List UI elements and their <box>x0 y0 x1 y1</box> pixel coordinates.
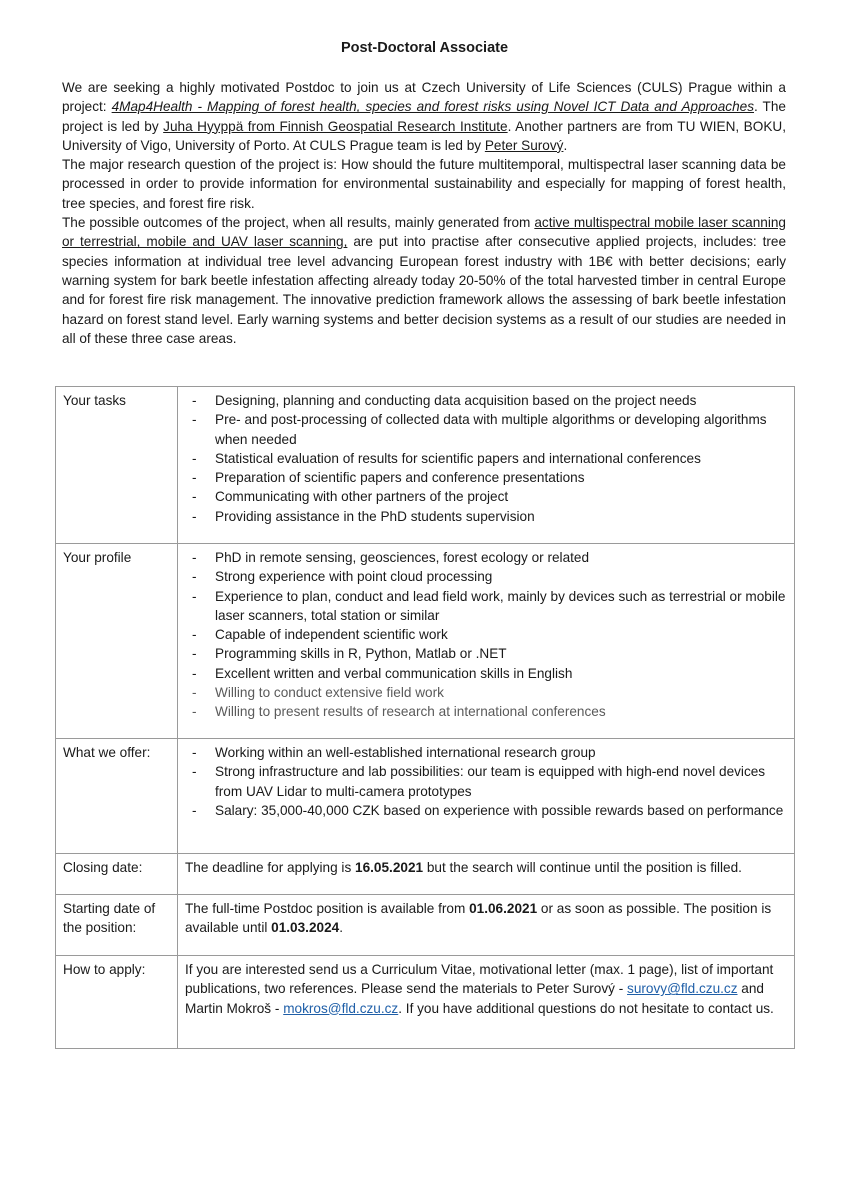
list-item: - Willing to conduct extensive field work <box>185 683 788 702</box>
list-item: - PhD in remote sensing, geosciences, forest ecology or related <box>185 548 788 567</box>
intro-text: . The project is led by <box>62 99 786 134</box>
intro-section <box>62 78 786 348</box>
apply-text: If you are interested send us a Curriculum Vitae, motivational letter (max. 1 page), list of important publications, two references. Please send the materials to Peter Surový - <box>185 962 774 997</box>
profile-list <box>185 548 788 722</box>
row-content <box>178 854 795 895</box>
start-date-value: 01.06.2021 <box>469 901 538 916</box>
list-item: - Experience to plan, conduct and lead field work, mainly by devices such as terrestrial or mobile laser scanners, total station or similar <box>185 587 788 626</box>
table-row-starting-date <box>56 895 795 956</box>
email-link-mokros[interactable]: mokros@fld.czu.cz <box>283 1000 399 1016</box>
closing-date-value: 16.05.2021 <box>355 860 424 875</box>
list-item: - Programming skills in R, Python, Matlab or .NET <box>185 644 788 663</box>
end-date-value: 01.03.2024 <box>271 920 340 936</box>
intro-paragraph-3 <box>62 213 786 348</box>
table-row-offer <box>56 739 795 854</box>
list-item: - Communicating with other partners of the project <box>185 487 788 506</box>
list-item: - Strong infrastructure and lab possibilities: our team is equipped with high-end novel devices from UAV Lidar to multi-camera prototypes <box>185 762 788 801</box>
table-row-profile <box>56 544 795 739</box>
row-content <box>178 387 795 544</box>
intro-paragraph-2: The major research question of the project is: How should the future multitemporal, multispectral laser scanning data be processed in order to provide information for environmental sustainability and especially for mapping of forest health, tree species, and forest fire risk. <box>62 157 786 211</box>
row-content <box>178 739 795 854</box>
apply-text: and Martin Mokroš - <box>185 981 764 1016</box>
project-title: 4Map4Health - Mapping of forest health, species and forest risks using Novel ICT Data and Approaches <box>111 99 754 115</box>
row-label: Your tasks <box>56 387 178 544</box>
row-label: Your profile <box>56 544 178 739</box>
project-lead: Juha Hyyppä from Finnish Geospatial Research Institute <box>163 118 508 134</box>
row-content <box>178 895 795 956</box>
row-content <box>178 544 795 739</box>
row-content <box>178 956 795 1049</box>
list-item: - Salary: 35,000-40,000 CZK based on experience with possible rewards based on performance <box>185 801 788 820</box>
offer-list <box>185 743 788 820</box>
start-text: . <box>339 920 343 936</box>
list-item: - Pre- and post-processing of collected data with multiple algorithms or developing algorithms when needed <box>185 410 788 449</box>
table-row-closing-date <box>56 854 795 895</box>
start-text: or as soon as possible. The position is available until <box>185 901 772 936</box>
team-lead: Peter Surový <box>484 137 564 153</box>
table-row-tasks <box>56 387 795 544</box>
tasks-list <box>185 391 788 526</box>
list-item: - Capable of independent scientific work <box>185 625 788 644</box>
table-row-how-to-apply <box>56 956 795 1049</box>
position-details-table <box>55 386 795 1049</box>
row-label: Closing date: <box>56 854 178 895</box>
technology-phrase: active multispectral mobile laser scanning or terrestrial, mobile and UAV laser scanning, <box>62 215 786 250</box>
row-label: How to apply: <box>56 956 178 1049</box>
row-label: Starting date of the position: <box>56 895 178 956</box>
intro-text: are put into practise after consecutive applied projects, includes: tree species information at individual tree level advancing European forest industry with 1B€ with better decisions; early warning system for bark beetle infestation affecting already today 20-50% of the total harvested timber in central Europe and for forest fire risk management. The innovative prediction framework allows the assessing of bark beetle infestation hazard on forest stand level. Early warning systems and better decision systems as a result of our studies are needed in all of these three case areas. <box>62 234 787 346</box>
list-item: - Preparation of scientific papers and conference presentations <box>185 468 788 487</box>
list-item: - Statistical evaluation of results for scientific papers and international conferences <box>185 449 788 468</box>
intro-text: . Another partners are from TU WIEN, BOKU, University of Vigo, University of Porto. At CULS Prague team is led by <box>62 118 786 153</box>
apply-text: . If you have additional questions do not hesitate to contact us. <box>398 1000 774 1016</box>
intro-text: We are seeking a highly motivated Postdoc to join us at Czech University of Life Sciences (CULS) Prague within a project: <box>62 80 786 115</box>
list-item: - Willing to present results of research at international conferences <box>185 702 788 721</box>
closing-text: but the search will continue until the position is filled. <box>423 860 742 875</box>
list-item: - Providing assistance in the PhD students supervision <box>185 507 788 526</box>
list-item: - Strong experience with point cloud processing <box>185 567 788 586</box>
row-label: What we offer: <box>56 739 178 854</box>
list-item: - Excellent written and verbal communication skills in English <box>185 664 788 683</box>
list-item: - Designing, planning and conducting data acquisition based on the project needs <box>185 391 788 410</box>
intro-text: The possible outcomes of the project, when all results, mainly generated from <box>62 215 535 231</box>
list-item: - Working within an well-established international research group <box>185 743 788 762</box>
intro-text: . <box>563 137 568 153</box>
closing-text: The deadline for applying is <box>185 860 356 875</box>
intro-paragraph-1 <box>62 78 786 155</box>
page-title: Post-Doctoral Associate <box>340 40 509 56</box>
start-text: The full-time Postdoc position is available from <box>185 901 470 916</box>
email-link-surovy[interactable]: surovy@fld.czu.cz <box>627 981 738 997</box>
